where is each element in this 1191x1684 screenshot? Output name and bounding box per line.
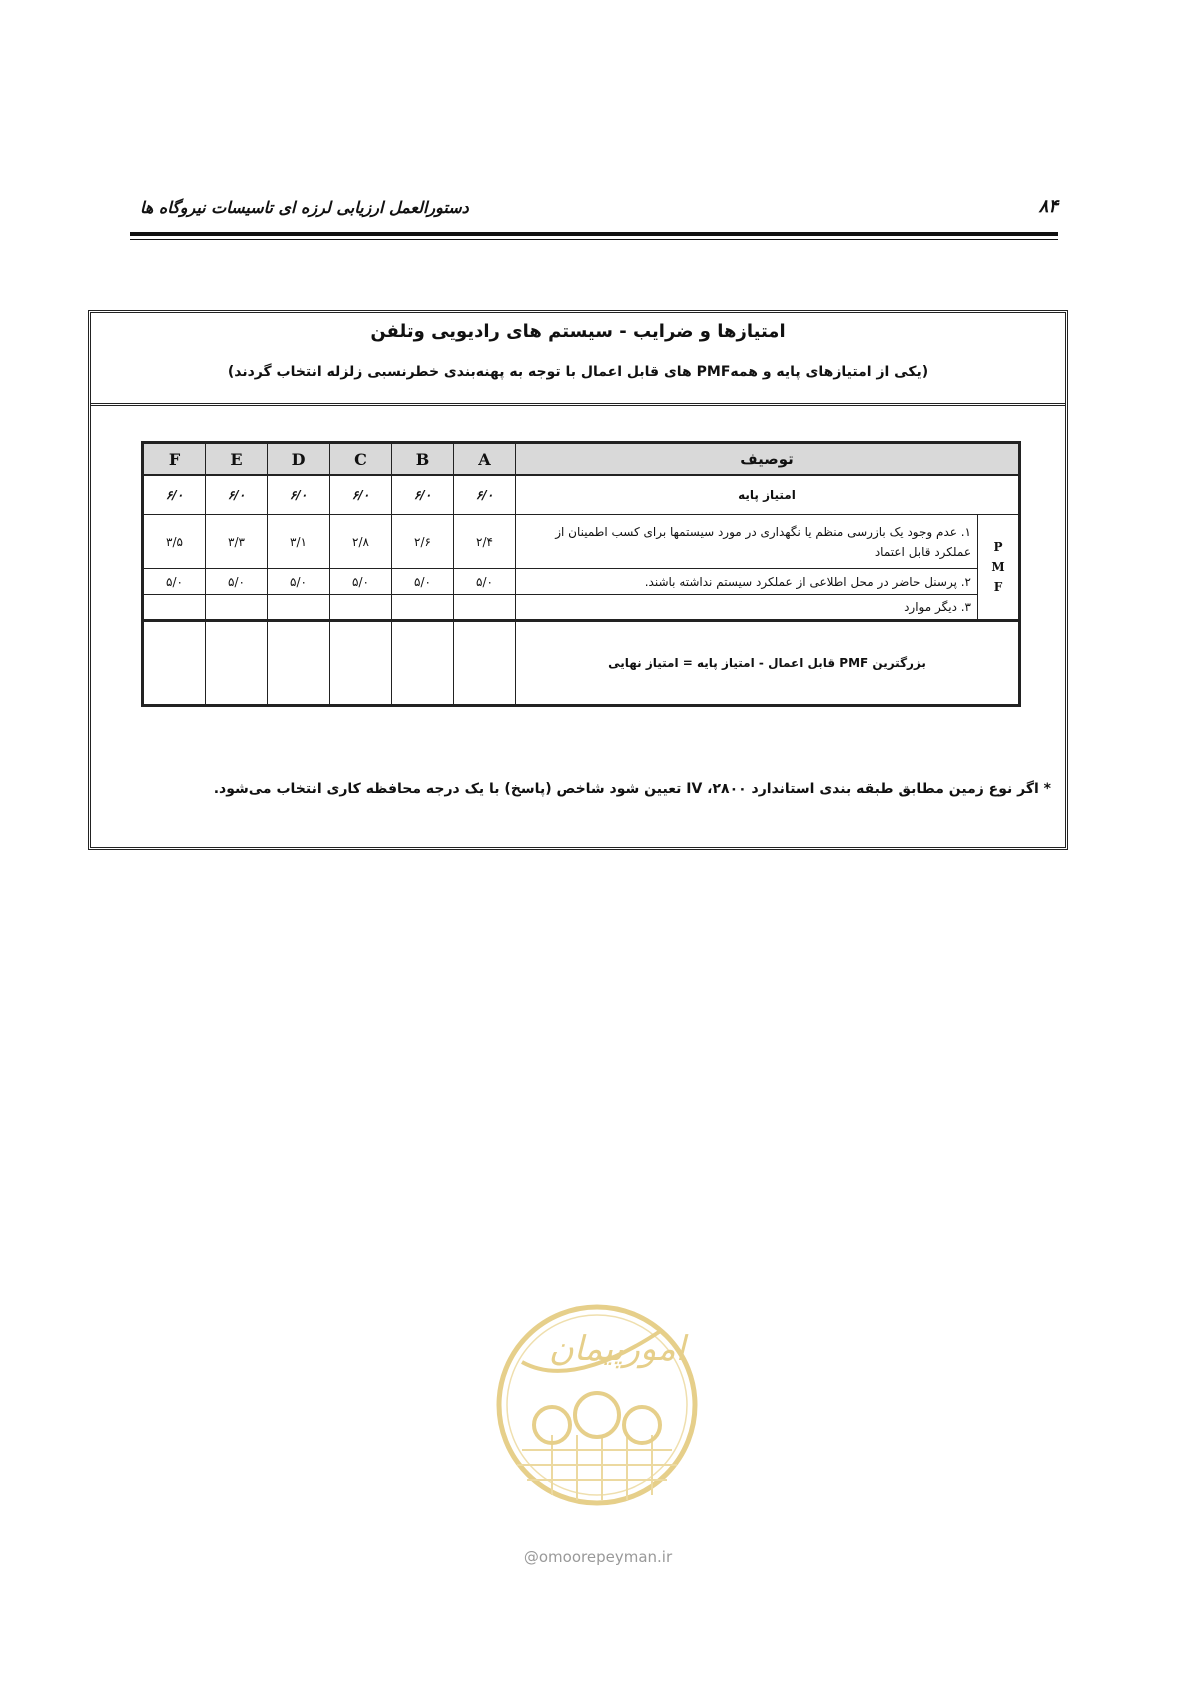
pmf-1-c: ۲/۸ <box>330 515 392 569</box>
watermark-text: امورپیمان <box>548 1329 686 1369</box>
column-header-e: E <box>206 443 268 476</box>
pmf-1-a: ۲/۴ <box>454 515 516 569</box>
base-score-row <box>143 475 1020 515</box>
base-score-label: امتیاز پایه <box>516 475 1020 515</box>
page-header <box>130 196 1058 224</box>
description-header: توصیف <box>516 443 1020 476</box>
column-header-d: D <box>268 443 330 476</box>
pmf-2-b: ۵/۰ <box>392 569 454 595</box>
pmf-2-c: ۵/۰ <box>330 569 392 595</box>
frame-title: امتیازها و ضرایب - سیستم های رادیویی وتلفن <box>370 321 786 342</box>
pmf-3-b <box>392 595 454 621</box>
column-header-f: F <box>143 443 206 476</box>
final-c <box>330 621 392 706</box>
pmf-3-f <box>143 595 206 621</box>
pmf-3-d <box>268 595 330 621</box>
pmf-3-c <box>330 595 392 621</box>
pmf-2-e: ۵/۰ <box>206 569 268 595</box>
pmf-row-2 <box>143 569 1020 595</box>
pmf-label <box>978 515 1020 621</box>
base-score-f: ۶/۰ <box>143 475 206 515</box>
frame-subtitle: (یکی از امتیازهای پایه و همهPMF های قابل اعمال با توجه به پهنه‌بندی خطرنسبی زلزله انتخاب گردند) <box>227 364 929 380</box>
pmf-1-description: ۱. عدم وجود یک بازرسی منظم یا نگهداری در مورد سیستمها برای کسب اطمینان از عملکرد قابل اعتماد <box>516 515 978 569</box>
pmf-2-f: ۵/۰ <box>143 569 206 595</box>
pmf-1-b: ۲/۶ <box>392 515 454 569</box>
pmf-3-description: ۳. دیگر موارد <box>516 595 978 621</box>
final-score-row <box>143 621 1020 706</box>
pmf-row-3 <box>143 595 1020 621</box>
pmf-row-1 <box>143 515 1020 569</box>
final-e <box>206 621 268 706</box>
pmf-letter-m: M <box>991 560 1005 574</box>
pmf-2-d: ۵/۰ <box>268 569 330 595</box>
running-title: دستورالعمل ارزیابی لرزه ای تاسیسات نیروگاه ها <box>140 198 469 217</box>
base-score-a: ۶/۰ <box>454 475 516 515</box>
header-rule-thin <box>130 239 1058 240</box>
pmf-2-a: ۵/۰ <box>454 569 516 595</box>
pmf-2-description: ۲. پرسنل حاضر در محل اطلاعی از عملکرد سیستم نداشته باشند. <box>516 569 978 595</box>
final-score-label: بزرگترین PMF قابل اعمال - امتیاز پایه = امتیاز نهایی <box>516 621 1020 706</box>
scores-table <box>141 441 1021 707</box>
final-a <box>454 621 516 706</box>
column-header-a: A <box>454 443 516 476</box>
column-header-c: C <box>330 443 392 476</box>
final-d <box>268 621 330 706</box>
pmf-1-e: ۳/۳ <box>206 515 268 569</box>
watermark-logo <box>492 1300 702 1510</box>
pmf-3-e <box>206 595 268 621</box>
base-score-b: ۶/۰ <box>392 475 454 515</box>
column-header-b: B <box>392 443 454 476</box>
final-f <box>143 621 206 706</box>
frame-heading <box>91 313 1065 406</box>
pmf-3-a <box>454 595 516 621</box>
watermark-url: @omoorepeyman.ir <box>523 1548 673 1566</box>
base-score-c: ۶/۰ <box>330 475 392 515</box>
header-rule <box>130 232 1058 236</box>
base-score-d: ۶/۰ <box>268 475 330 515</box>
scores-frame <box>88 310 1068 850</box>
pmf-1-f: ۳/۵ <box>143 515 206 569</box>
pmf-1-d: ۳/۱ <box>268 515 330 569</box>
pmf-letter-f: F <box>993 580 1003 594</box>
table-header-row <box>143 443 1020 476</box>
pmf-letter-p: P <box>993 540 1003 554</box>
page-number: ۸۴ <box>1038 196 1058 217</box>
base-score-e: ۶/۰ <box>206 475 268 515</box>
final-b <box>392 621 454 706</box>
footnote: * اگر نوع زمین مطابق طبقه بندی استاندارد ۲۸۰۰، IV تعیین شود شاخص (پاسخ) با یک درجه محافظه کاری انتخاب می‌شود. <box>213 781 1051 797</box>
